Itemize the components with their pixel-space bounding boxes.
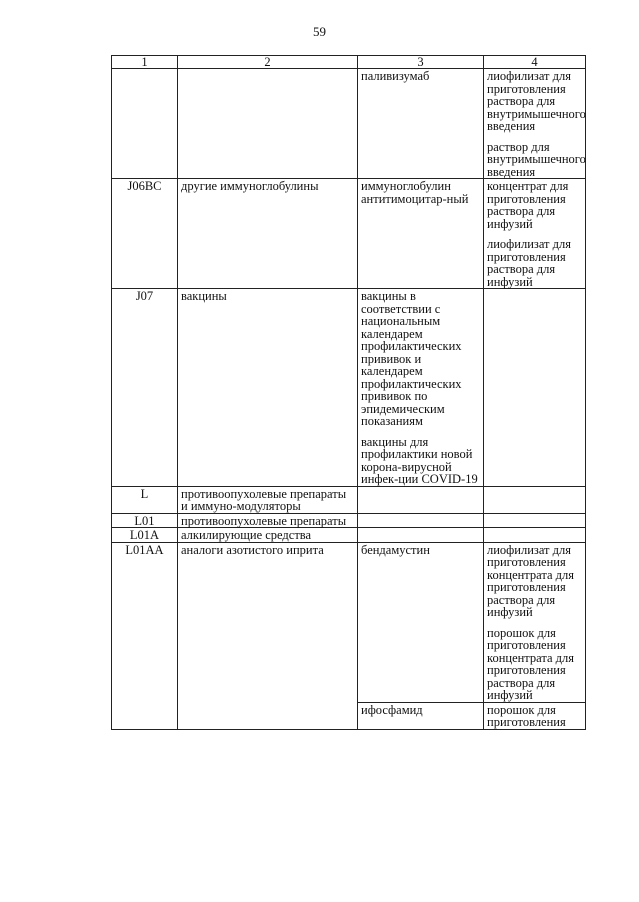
table-row [112, 513, 586, 528]
atc-code-cell [112, 69, 178, 179]
dosage-form-cell [484, 702, 586, 729]
dosage-form-cell [484, 289, 586, 487]
table-row [112, 179, 586, 289]
atc-code-cell: L01AA [112, 542, 178, 729]
drug-name: бендамустин [361, 542, 430, 557]
table-row [112, 289, 586, 487]
drug-name-cell [358, 513, 484, 528]
column-header: 3 [358, 56, 484, 69]
group-name-cell [178, 69, 358, 179]
drug-name: паливизумаб [361, 69, 430, 83]
group-name-cell: противоопухолевые препараты [178, 513, 358, 528]
dosage-form: порошок для приготовления [487, 702, 566, 729]
dosage-form-cell [484, 69, 586, 179]
dosage-form: порошок для приготовления концентрата для приготовления раствора для инфузий [487, 625, 575, 702]
dosage-form-cell [484, 486, 586, 513]
atc-code-cell: L01A [112, 528, 178, 543]
atc-code-cell: J07 [112, 289, 178, 487]
dosage-form-cell [484, 542, 586, 702]
table-row [112, 486, 586, 513]
atc-code-cell: J06BC [112, 179, 178, 289]
drug-name-cell [358, 289, 484, 487]
drug-name: иммуноглобулин антитимоцитар-ный [361, 179, 469, 206]
group-name-cell: аналоги азотистого иприта [178, 542, 358, 729]
dosage-form-cell [484, 513, 586, 528]
dosage-form-cell [484, 179, 586, 289]
drug-name: вакцины для профилактики новой корона-вирусной инфек-ции COVID-19 [361, 434, 478, 486]
page-number: 59 [313, 24, 326, 39]
drug-name: ифосфамид [361, 702, 423, 717]
column-header: 1 [112, 56, 178, 69]
medicines-table [111, 55, 586, 730]
table-row [112, 528, 586, 543]
column-header: 2 [178, 56, 358, 69]
drug-name-cell [358, 702, 484, 729]
drug-name: вакцины в соответствии с национальным календарем профилактических прививок и календарем профилактических прививок по эпидемическим показаниям [361, 289, 462, 428]
drug-name-cell [358, 179, 484, 289]
drug-name-cell [358, 69, 484, 179]
drug-name-cell [358, 542, 484, 702]
drug-name-cell [358, 528, 484, 543]
column-header: 4 [484, 56, 586, 69]
drug-name-cell [358, 486, 484, 513]
group-name-cell: противоопухолевые препараты и иммуно-модуляторы [178, 486, 358, 513]
group-name-cell: вакцины [178, 289, 358, 487]
table-row [112, 542, 586, 702]
dosage-form: лиофилизат для приготовления раствора для инфузий [487, 237, 571, 289]
group-name-cell: другие иммуноглобулины [178, 179, 358, 289]
dosage-form: раствор для внутримышечного введения [487, 139, 586, 179]
table-row [112, 69, 586, 179]
group-name-cell: алкилирующие средства [178, 528, 358, 543]
table-header-row [112, 56, 586, 69]
atc-code-cell: L01 [112, 513, 178, 528]
dosage-form: лиофилизат для приготовления концентрата для приготовления раствора для инфузий [487, 542, 575, 619]
atc-code-cell: L [112, 486, 178, 513]
dosage-form-cell [484, 528, 586, 543]
dosage-form: лиофилизат для приготовления раствора для внутримышечного введения [487, 69, 586, 133]
dosage-form: концентрат для приготовления раствора для инфузий [487, 179, 569, 231]
